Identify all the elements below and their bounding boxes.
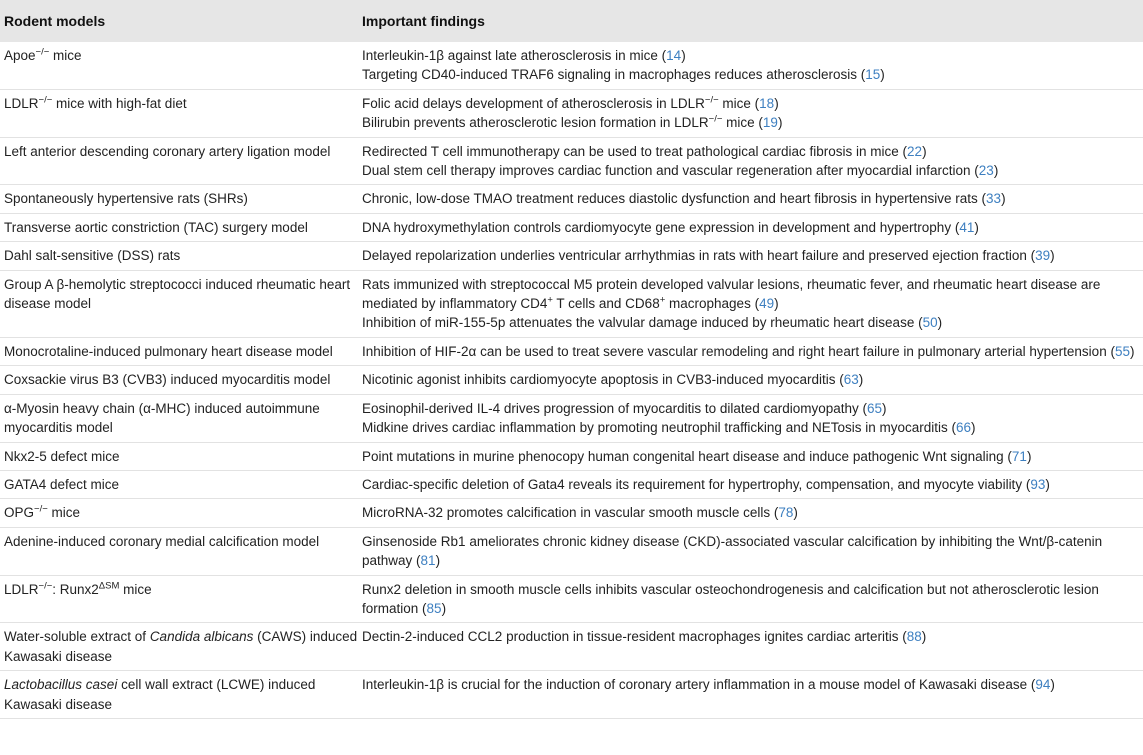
table-header bbox=[0, 0, 1143, 42]
finding-text: Point mutations in murine phenocopy human congenital heart disease and induce pathogenic Wnt signaling (71) bbox=[362, 448, 1032, 464]
reference-link[interactable]: 15 bbox=[865, 67, 881, 83]
findings-cell bbox=[362, 338, 1143, 365]
rodent-model-cell: Coxsackie virus B3 (CVB3) induced myocarditis model bbox=[4, 372, 331, 388]
reference-link[interactable]: 85 bbox=[426, 600, 442, 616]
rodent-model-cell: LDLR−/− mice with high-fat diet bbox=[4, 94, 187, 111]
findings-cell bbox=[362, 443, 1143, 470]
finding-text: Dectin-2-induced CCL2 production in tissue-resident macrophages ignites cardiac arteritis (88) bbox=[362, 629, 927, 645]
rodent-model-cell: Group A β-hemolytic streptococci induced rheumatic heart disease model bbox=[4, 276, 351, 312]
findings-cell bbox=[362, 185, 1143, 212]
table-row bbox=[0, 271, 1143, 338]
reference-link[interactable]: 33 bbox=[986, 191, 1002, 207]
rodent-model-cell: GATA4 defect mice bbox=[4, 476, 120, 492]
table-row bbox=[0, 90, 1143, 138]
findings-cell bbox=[362, 271, 1143, 337]
header-rodent-models: Rodent models bbox=[4, 13, 106, 29]
reference-link[interactable]: 63 bbox=[843, 372, 859, 388]
finding-text: Bilirubin prevents atherosclerotic lesion formation in LDLR−/− mice (19) bbox=[362, 113, 783, 131]
table-row bbox=[0, 366, 1143, 394]
findings-cell bbox=[362, 242, 1143, 269]
finding-text: Chronic, low-dose TMAO treatment reduces diastolic dysfunction and heart fibrosis in hypertensive rats (33) bbox=[362, 191, 1006, 207]
findings-cell bbox=[362, 90, 1143, 137]
rodent-model-cell: Spontaneously hypertensive rats (SHRs) bbox=[4, 191, 248, 207]
finding-text: Inhibition of miR-155-5p attenuates the valvular damage induced by rheumatic heart disease (50) bbox=[362, 315, 943, 331]
rodent-model-cell: Left anterior descending coronary artery ligation model bbox=[4, 143, 331, 159]
finding-text: Nicotinic agonist inhibits cardiomyocyte apoptosis in CVB3-induced myocarditis (63) bbox=[362, 372, 864, 388]
finding-text: Cardiac-specific deletion of Gata4 reveals its requirement for hypertrophy, compensation, and myocyte viability (93) bbox=[362, 476, 1050, 492]
table-row bbox=[0, 395, 1143, 443]
rodent-model-cell: Nkx2-5 defect mice bbox=[4, 448, 120, 464]
finding-text: Rats immunized with streptococcal M5 protein developed valvular lesions, rheumatic fever, and rheumatic heart disease are mediated by inflammatory CD4+ T cells and CD68+ macrophages (49) bbox=[362, 276, 1101, 312]
table-row bbox=[0, 671, 1143, 719]
finding-text: DNA hydroxymethylation controls cardiomyocyte gene expression in development and hypertrophy (41) bbox=[362, 219, 979, 235]
finding-text: Runx2 deletion in smooth muscle cells inhibits vascular osteochondrogenesis and calcification but not atherosclerotic lesion formation (85) bbox=[362, 581, 1099, 616]
finding-text: Interleukin-1β against late atherosclerosis in mice (14) bbox=[362, 48, 686, 63]
finding-text: Interleukin-1β is crucial for the induction of coronary artery inflammation in a mouse model of Kawasaki disease (94) bbox=[362, 677, 1055, 693]
finding-text: Ginsenoside Rb1 ameliorates chronic kidney disease (CKD)-associated vascular calcification by inhibiting the Wnt/β-catenin pathway (81) bbox=[362, 533, 1103, 569]
rodent-model-cell: Water-soluble extract of Candida albicans (CAWS) induced Kawasaki disease bbox=[4, 629, 358, 664]
findings-cell bbox=[362, 576, 1143, 623]
header-important-findings: Important findings bbox=[362, 13, 485, 29]
rodent-model-cell: Lactobacillus casei cell wall extract (LCWE) induced Kawasaki disease bbox=[4, 677, 316, 712]
findings-cell bbox=[362, 395, 1143, 442]
rodent-model-cell: OPG−/− mice bbox=[4, 503, 81, 521]
reference-link[interactable]: 65 bbox=[867, 400, 883, 416]
findings-cell bbox=[362, 366, 1143, 393]
reference-link[interactable]: 41 bbox=[959, 219, 975, 235]
table-row bbox=[0, 623, 1143, 671]
reference-link[interactable]: 22 bbox=[907, 143, 923, 159]
findings-cell bbox=[362, 42, 1143, 89]
findings-cell bbox=[362, 214, 1143, 241]
reference-link[interactable]: 55 bbox=[1114, 343, 1130, 359]
table-row bbox=[0, 499, 1143, 527]
reference-link[interactable]: 39 bbox=[1035, 248, 1051, 264]
reference-link[interactable]: 94 bbox=[1035, 677, 1051, 693]
table-row bbox=[0, 338, 1143, 366]
findings-cell bbox=[362, 528, 1143, 575]
rodent-model-cell: Dahl salt-sensitive (DSS) rats bbox=[4, 248, 181, 264]
table-row bbox=[0, 214, 1143, 242]
finding-text: Delayed repolarization underlies ventricular arrhythmias in rats with heart failure and preserved ejection fraction (39) bbox=[362, 248, 1055, 264]
table-row bbox=[0, 471, 1143, 499]
reference-link[interactable]: 81 bbox=[420, 553, 436, 569]
reference-link[interactable]: 78 bbox=[778, 505, 794, 521]
reference-link[interactable]: 19 bbox=[762, 115, 778, 131]
table-row bbox=[0, 443, 1143, 471]
rodent-model-cell: α-Myosin heavy chain (α-MHC) induced autoimmune myocarditis model bbox=[4, 400, 320, 436]
finding-text: Eosinophil-derived IL-4 drives progression of myocarditis to dilated cardiomyopathy (65) bbox=[362, 400, 887, 416]
table-row bbox=[0, 138, 1143, 186]
reference-link[interactable]: 23 bbox=[978, 163, 994, 179]
rodent-model-cell: Transverse aortic constriction (TAC) surgery model bbox=[4, 219, 308, 235]
reference-link[interactable]: 71 bbox=[1011, 448, 1027, 464]
findings-cell bbox=[362, 671, 1143, 718]
finding-text: Folic acid delays development of atherosclerosis in LDLR−/− mice (18) bbox=[362, 94, 779, 111]
table-row bbox=[0, 185, 1143, 213]
finding-text: Targeting CD40-induced TRAF6 signaling in macrophages reduces atherosclerosis (15) bbox=[362, 67, 885, 83]
table-row bbox=[0, 42, 1143, 90]
reference-link[interactable]: 14 bbox=[666, 48, 682, 63]
finding-text: Dual stem cell therapy improves cardiac function and vascular regeneration after myocardial infarction (23) bbox=[362, 163, 999, 179]
reference-link[interactable]: 88 bbox=[906, 629, 922, 645]
rodent-model-cell: Adenine-induced coronary medial calcification model bbox=[4, 533, 320, 549]
finding-text: Inhibition of HIF-2α can be used to treat severe vascular remodeling and right heart failure in pulmonary arterial hypertension (55) bbox=[362, 343, 1135, 359]
findings-cell bbox=[362, 499, 1143, 526]
findings-cell bbox=[362, 623, 1143, 670]
table-row bbox=[0, 242, 1143, 270]
finding-text: Midkine drives cardiac inflammation by promoting neutrophil trafficking and NETosis in myocarditis (66) bbox=[362, 420, 976, 436]
finding-text: MicroRNA-32 promotes calcification in vascular smooth muscle cells (78) bbox=[362, 505, 798, 521]
table-body bbox=[0, 42, 1143, 719]
reference-link[interactable]: 49 bbox=[759, 296, 775, 312]
table-row bbox=[0, 528, 1143, 576]
reference-link[interactable]: 66 bbox=[956, 420, 972, 436]
rodent-model-cell: Monocrotaline-induced pulmonary heart disease model bbox=[4, 343, 333, 359]
findings-cell bbox=[362, 471, 1143, 498]
reference-link[interactable]: 50 bbox=[922, 315, 938, 331]
findings-cell bbox=[362, 138, 1143, 185]
rodent-model-cell: LDLR−/−: $Runx2^{\Delta SM}$ mice bbox=[4, 580, 152, 597]
table-row bbox=[0, 576, 1143, 624]
reference-link[interactable]: 93 bbox=[1030, 476, 1046, 492]
finding-text: Redirected T cell immunotherapy can be used to treat pathological cardiac fibrosis in mice (22) bbox=[362, 143, 927, 159]
reference-link[interactable]: 18 bbox=[759, 95, 775, 111]
rodent-model-cell: Apoe−/− mice bbox=[4, 46, 82, 63]
